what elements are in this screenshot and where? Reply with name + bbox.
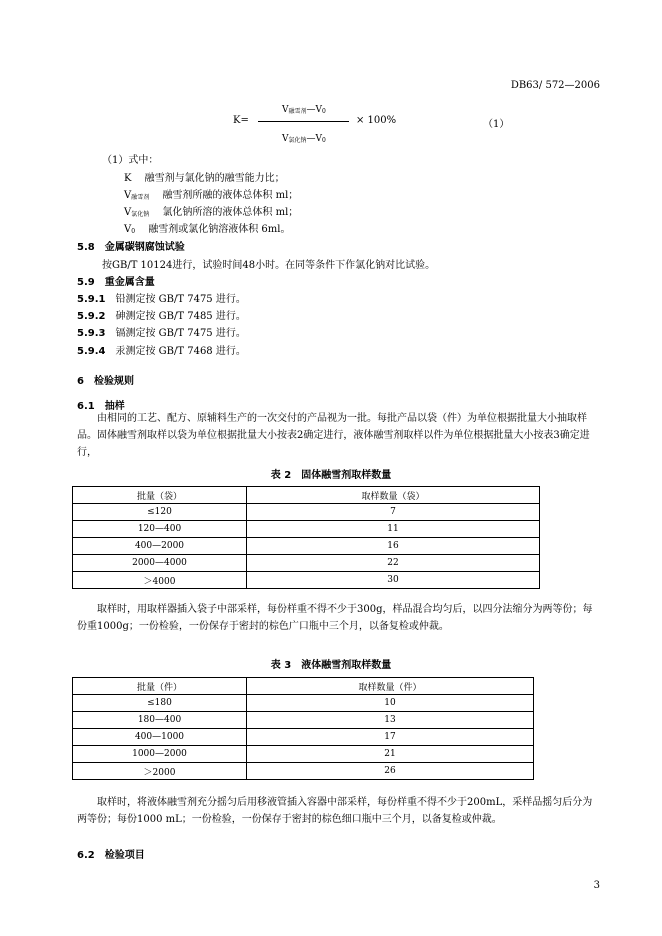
cell: 400—2000: [73, 538, 247, 555]
cell: ≤180: [73, 695, 247, 712]
where-item: V氯化钠 氯化钠所溶的液体总体积 ml；: [124, 207, 299, 218]
cell: 180—400: [73, 712, 247, 729]
chapter-heading: 6 检验规则: [77, 376, 134, 387]
table-row: [73, 538, 540, 555]
table-header-row: [73, 487, 540, 504]
subsection: 5.9.2 砷测定按 GB/T 7485 进行。: [77, 311, 246, 322]
table-row: [73, 712, 534, 729]
document-code: DB63/ 572—2006: [510, 80, 600, 91]
table-caption: 表 2 固体融雪剂取样数量: [270, 470, 392, 481]
cell: 21: [247, 746, 534, 763]
subsection: 5.9.3 镉测定按 GB/T 7475 进行。: [77, 328, 246, 339]
subsection: 5.9.1 铅测定按 GB/T 7475 进行。: [77, 294, 246, 305]
solid-sampling-paragraph: 取样时，用取样器插入袋子中部采样，每份样重不得不少于300g，样品混合均匀后，以四分法缩分为两等份；每份重1000g；一份检验，一份保存于密封的棕色广口瓶中三个月，以备复检或仲裁。: [77, 604, 593, 632]
cell: 26: [247, 763, 534, 780]
cell: ＞2000: [73, 763, 247, 780]
where-intro: （1）式中：: [102, 155, 159, 166]
table-row: [73, 504, 540, 521]
cell: 7: [247, 504, 540, 521]
section-text: 按GB/T 10124进行，试验时间48小时。在同等条件下作氯化钠对比试验。: [102, 260, 436, 271]
formula-multiplier: × 100%: [356, 115, 397, 126]
solid-sampling-table: [72, 486, 540, 589]
liquid-sampling-paragraph: 取样时，将液体融雪剂充分摇匀后用移液管插入容器中部采样，每份样重不得不少于200mL，采样品摇匀后分为两等份；每份1000 mL；一份检验，一份保存于密封的棕色细口瓶中三个月，以备复检或仲裁。: [77, 797, 593, 825]
page-number: 3: [593, 880, 600, 891]
cell: 400—1000: [73, 729, 247, 746]
fraction-bar: [258, 121, 349, 122]
section-heading: 6.2 检验项目: [77, 850, 145, 861]
where-item: V0 融雪剂或氯化钠溶液体积 6ml。: [124, 224, 291, 235]
column-header: 批量（袋）: [73, 487, 247, 504]
cell: 2000—4000: [73, 555, 247, 572]
column-header: 批量（件）: [73, 678, 247, 695]
table-row: [73, 555, 540, 572]
formula-denominator: V氯化钠—V0: [282, 134, 326, 144]
cell: 11: [247, 521, 540, 538]
where-item: V融雪剂 融雪剂所融的液体总体积 ml；: [124, 190, 299, 201]
table-row: [73, 763, 534, 780]
table-row: [73, 521, 540, 538]
where-item: K 融雪剂与氯化钠的融雪能力比；: [124, 173, 285, 184]
cell: 13: [247, 712, 534, 729]
cell: 10: [247, 695, 534, 712]
cell: 30: [247, 572, 540, 589]
cell: 120—400: [73, 521, 247, 538]
cell: 16: [247, 538, 540, 555]
section-heading: 5.9 重金属含量: [77, 277, 155, 288]
table-row: [73, 746, 534, 763]
equation-number: （1）: [483, 119, 510, 130]
cell: 1000—2000: [73, 746, 247, 763]
subsection: 5.9.4 汞测定按 GB/T 7468 进行。: [77, 346, 246, 357]
cell: 17: [247, 729, 534, 746]
section-heading: 5.8 金属碳钢腐蚀试验: [77, 242, 185, 253]
sampling-paragraph: 由相同的工艺、配方、原辅料生产的一次交付的产品视为一批。每批产品以袋（件）为单位根据批量大小抽取样品。固体融雪剂取样以袋为单位根据批量大小按表2确定进行，液体融雪剂取样以件为单位根据批量大小按表3确定进行，: [77, 413, 590, 458]
table-row: [73, 572, 540, 589]
cell: ＞4000: [73, 572, 247, 589]
table-row: [73, 729, 534, 746]
table-caption: 表 3 液体融雪剂取样数量: [270, 660, 392, 671]
cell: 22: [247, 555, 540, 572]
table-header-row: [73, 678, 534, 695]
table-row: [73, 695, 534, 712]
cell: ≤120: [73, 504, 247, 521]
column-header: 取样数量（袋）: [247, 487, 540, 504]
formula-numerator: V融雪剂—V0: [282, 105, 326, 115]
formula-lhs: K=: [233, 115, 249, 126]
section-heading: 6.1 抽样: [77, 401, 125, 412]
column-header: 取样数量（件）: [247, 678, 534, 695]
liquid-sampling-table: [72, 677, 534, 780]
